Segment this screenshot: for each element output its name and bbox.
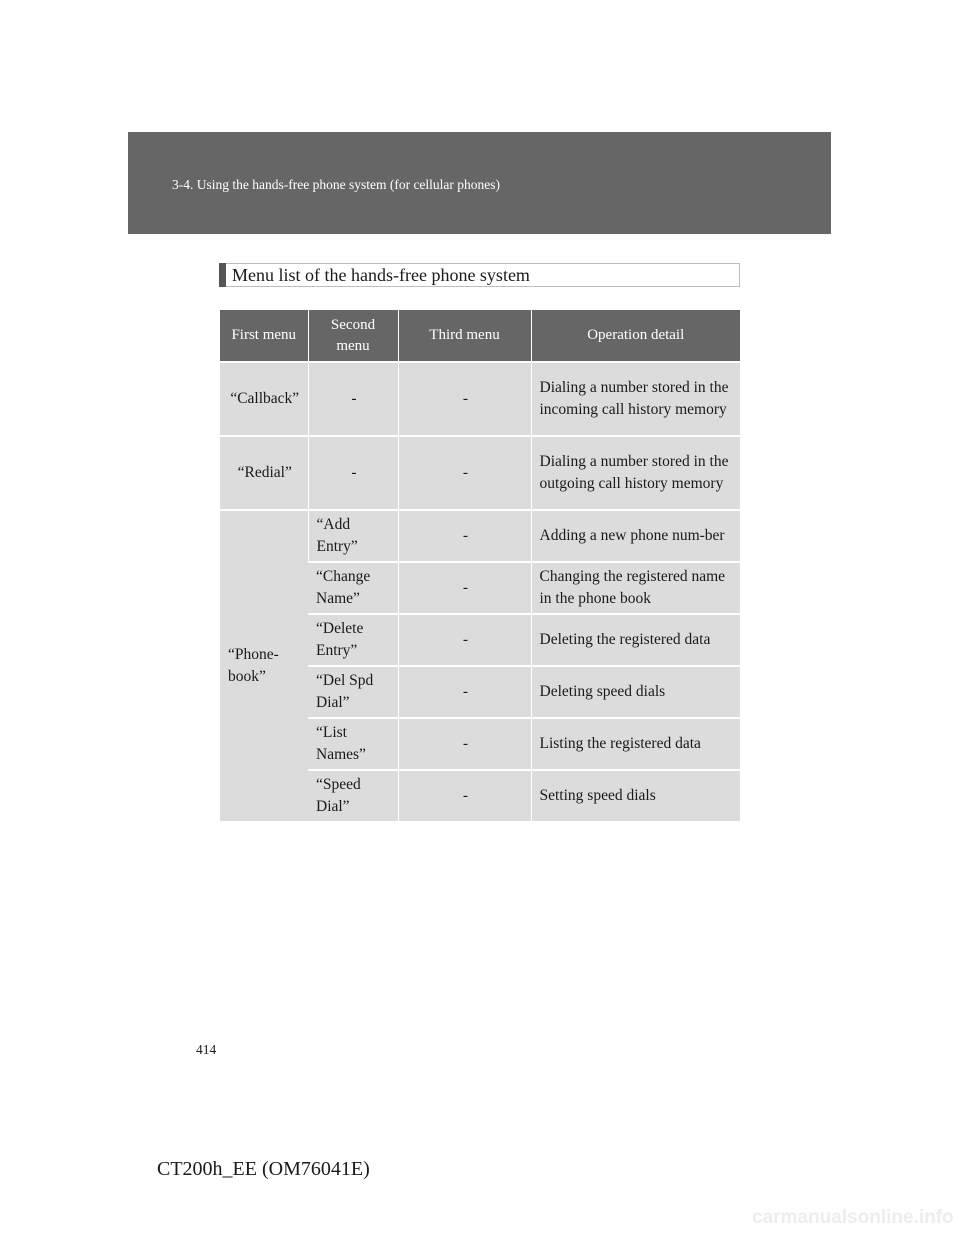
heading-accent-bar: [219, 263, 226, 287]
section-title: Menu list of the hands-free phone system: [232, 265, 530, 285]
chapter-header: [128, 132, 831, 234]
operation-detail-cell: Dialing a number stored in the outgoing call history memory: [531, 436, 740, 510]
operation-detail-cell: Setting speed dials: [531, 770, 740, 821]
second-menu-cell: -: [308, 436, 398, 510]
table-row: [220, 436, 740, 510]
first-menu-cell: “Redial”: [220, 436, 308, 510]
second-menu-cell: -: [308, 362, 398, 436]
operation-detail-cell: Adding a new phone num-ber: [531, 510, 740, 562]
page-number: 414: [196, 1042, 217, 1057]
table-row: [220, 510, 740, 562]
column-header-third-menu: Third menu: [398, 310, 531, 362]
third-menu-cell: -: [398, 562, 531, 614]
operation-detail-cell: Changing the registered name in the phone book: [531, 562, 740, 614]
first-menu-cell: “Phone-book”: [220, 510, 308, 821]
second-menu-cell: “Speed Dial”: [308, 770, 398, 821]
third-menu-cell: -: [398, 614, 531, 666]
menu-table: [220, 310, 740, 821]
second-menu-cell: “Add Entry”: [308, 510, 398, 562]
second-menu-cell: “Delete Entry”: [308, 614, 398, 666]
operation-detail-cell: Listing the registered data: [531, 718, 740, 770]
table-header-row: [220, 310, 740, 362]
table-row: [220, 362, 740, 436]
section-heading: [219, 263, 740, 287]
third-menu-cell: -: [398, 362, 531, 436]
third-menu-cell: -: [398, 510, 531, 562]
second-menu-cell: “Change Name”: [308, 562, 398, 614]
operation-detail-cell: Dialing a number stored in the incoming call history memory: [531, 362, 740, 436]
first-menu-cell: “Callback”: [220, 362, 308, 436]
breadcrumb: 3-4. Using the hands-free phone system (for cellular phones): [172, 177, 501, 192]
operation-detail-cell: Deleting speed dials: [531, 666, 740, 718]
operation-detail-cell: Deleting the registered data: [531, 614, 740, 666]
column-header-first-menu: First menu: [220, 310, 308, 362]
column-header-second-menu: Second menu: [308, 310, 398, 362]
second-menu-cell: “Del Spd Dial”: [308, 666, 398, 718]
third-menu-cell: -: [398, 718, 531, 770]
column-header-operation-detail: Operation detail: [531, 310, 740, 362]
third-menu-cell: -: [398, 770, 531, 821]
third-menu-cell: -: [398, 666, 531, 718]
second-menu-cell: “List Names”: [308, 718, 398, 770]
model-code: CT200h_EE (OM76041E): [157, 1158, 370, 1180]
third-menu-cell: -: [398, 436, 531, 510]
watermark: carmanualsonline.info: [752, 1207, 954, 1228]
